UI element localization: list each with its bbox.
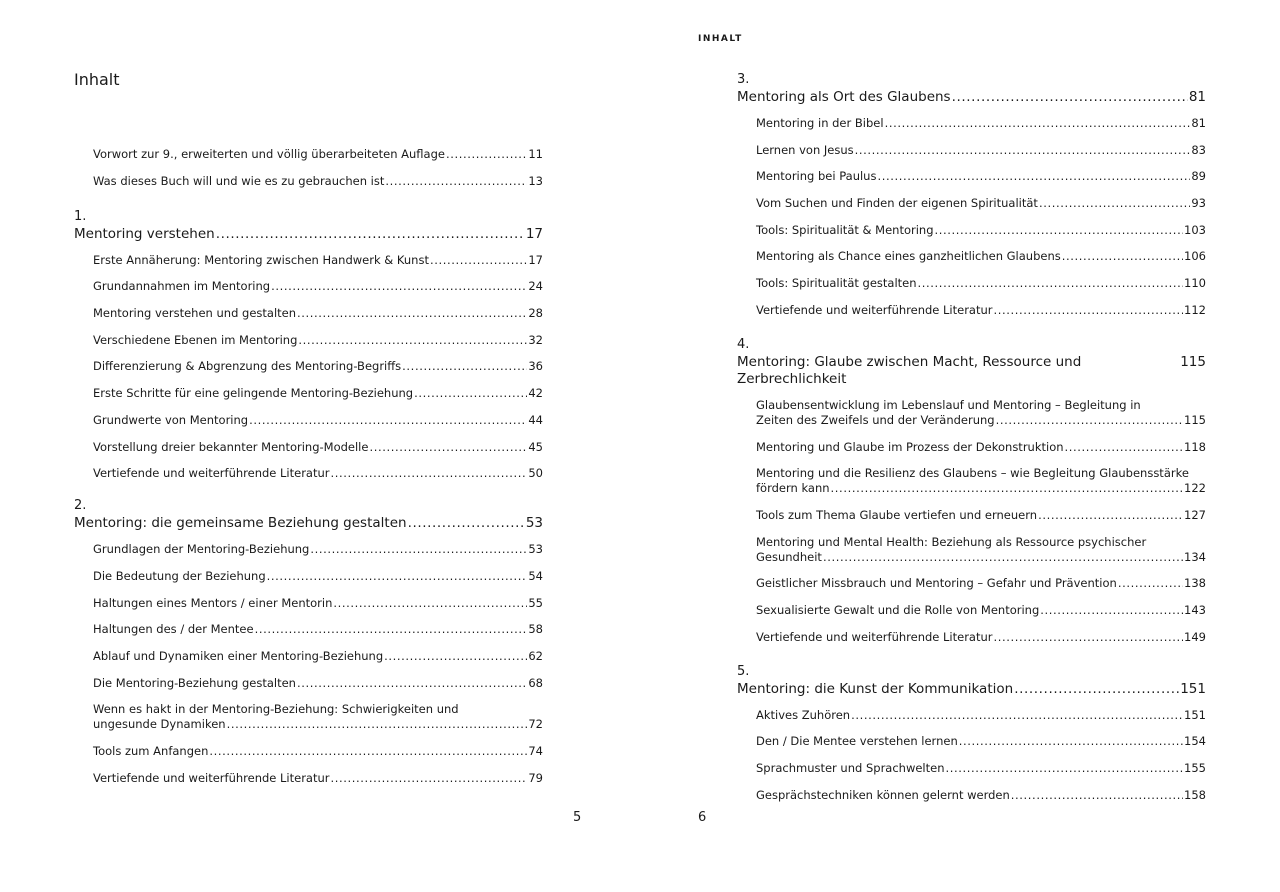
toc-entry: [756, 788, 1206, 803]
toc-entry-title: Tools zum Thema Glaube vertiefen und erneuern: [756, 507, 1038, 522]
toc-entry-line: [756, 788, 1206, 803]
toc-entry-page: 112: [1184, 302, 1206, 317]
toc-entry-title: Die Mentoring-Beziehung gestalten: [93, 675, 296, 690]
toc-entry-line: [93, 440, 543, 455]
toc-entry-line: [756, 196, 1206, 211]
toc-entry-title: Mentoring bei Paulus: [756, 169, 877, 184]
chapter-page: 17: [525, 225, 543, 242]
toc-entry-page: 44: [528, 412, 543, 427]
chapter-heading: [737, 354, 1206, 388]
toc-entry: [93, 702, 543, 732]
toc-entry-title: Den / Die Mentee verstehen lernen: [756, 734, 958, 749]
dot-leader: [946, 761, 1184, 776]
chapter-title: Mentoring verstehen: [74, 225, 215, 242]
toc-entry-page: 110: [1184, 276, 1206, 291]
toc-entry-title: Was dieses Buch will und wie es zu gebrauchen ist: [93, 173, 385, 188]
toc-entry: [93, 676, 543, 691]
toc-entry: [756, 196, 1206, 211]
toc-entry-page: 58: [528, 622, 543, 637]
toc-chapter: [737, 336, 1206, 645]
dot-leader: [446, 147, 527, 162]
chapter-number: 3.: [737, 72, 750, 87]
toc-entry: [93, 466, 543, 481]
toc-entry-title: Grundannahmen im Mentoring: [93, 279, 271, 294]
toc-entry: [93, 744, 543, 759]
toc-entry-line: [93, 744, 543, 759]
toc-entry-line: [756, 481, 1206, 496]
chapter-number: 2.: [74, 498, 87, 514]
dot-leader: [851, 708, 1183, 723]
page-title: Inhalt: [74, 70, 120, 89]
dot-leader: [935, 223, 1184, 238]
toc-entry: [93, 279, 543, 294]
toc-entry: [93, 306, 543, 321]
toc-entry: [756, 576, 1206, 591]
dot-leader: [1039, 196, 1190, 211]
toc-entry-page: 149: [1184, 629, 1206, 644]
toc-entry-line: [756, 116, 1206, 131]
toc-entry-page: 50: [528, 466, 543, 481]
front-matter: [74, 147, 543, 189]
toc-entry: [756, 466, 1206, 496]
toc-entry-page: 11: [528, 147, 543, 161]
dot-leader: [994, 630, 1184, 645]
chapter-page: 115: [1180, 353, 1206, 370]
toc-entry-page: 138: [1184, 576, 1206, 591]
toc-entry: [93, 333, 543, 348]
toc-entry: [756, 143, 1206, 158]
toc-entry-line: [756, 603, 1206, 618]
toc-entry-title: Erste Annäherung: Mentoring zwischen Handwerk & Kunst: [93, 252, 429, 267]
toc-entry: [756, 734, 1206, 749]
toc-entry: [93, 542, 543, 557]
dot-leader: [952, 89, 1188, 106]
dot-leader: [877, 169, 1190, 184]
dot-leader: [1040, 603, 1183, 618]
toc-entry-title: Gesprächstechniken können gelernt werden: [756, 787, 1010, 802]
toc-entry-title: Vertiefende und weiterführende Literatur: [756, 629, 993, 644]
toc-entry-line: [756, 734, 1206, 749]
toc-entry-page: 81: [1191, 116, 1206, 130]
toc-entry-title: ungesunde Dynamiken: [93, 717, 226, 732]
page-number: 5: [573, 810, 582, 825]
toc-entry-line: [756, 466, 1206, 481]
toc-entry-page: 17: [528, 252, 543, 267]
toc-entry: [756, 223, 1206, 238]
toc-entry-line: [93, 279, 543, 294]
toc-entry: [756, 303, 1206, 318]
dot-leader: [885, 116, 1191, 131]
dot-leader: [1065, 440, 1184, 455]
dot-leader: [1014, 681, 1179, 698]
toc-entry-title: Vertiefende und weiterführende Literatur: [756, 302, 993, 317]
chapter-heading: [737, 681, 1206, 698]
dot-leader: [1062, 249, 1183, 264]
toc-entry-title: Erste Schritte für eine gelingende Mentoring-Beziehung: [93, 386, 414, 401]
toc-entry-page: 154: [1184, 734, 1206, 749]
dot-leader: [227, 717, 528, 732]
toc-entry-line: [93, 542, 543, 557]
toc-entry-page: 72: [528, 717, 543, 732]
toc-entry-line: [93, 702, 543, 717]
dot-leader: [996, 413, 1183, 428]
dot-leader: [267, 569, 528, 584]
dot-leader: [297, 676, 527, 691]
toc-chapter: [737, 663, 1206, 803]
toc-entry-title: Zeiten des Zweifels und der Veränderung: [756, 412, 995, 427]
toc-entry-page: 103: [1184, 222, 1206, 237]
toc-entry-title: Gesundheit: [756, 549, 822, 564]
toc-entry-page: 158: [1184, 787, 1206, 802]
chapter-heading: [74, 226, 543, 243]
toc-entry-page: 115: [1184, 412, 1206, 427]
toc-entry-title: Sprachmuster und Sprachwelten: [756, 761, 945, 775]
toc-entry-line: [93, 717, 543, 732]
dot-leader: [298, 333, 527, 348]
toc-entry-line: [756, 708, 1206, 723]
dot-leader: [209, 744, 527, 759]
toc-entry-title: Die Bedeutung der Beziehung: [93, 568, 266, 583]
toc-entry-line: [93, 596, 543, 611]
toc-entry: [93, 622, 543, 637]
toc-entry-page: 89: [1191, 169, 1206, 184]
chapter-page: 53: [525, 515, 543, 532]
dot-leader: [402, 359, 527, 374]
dot-leader: [331, 466, 528, 481]
toc-entry-line: [93, 466, 543, 481]
toc-entry-page: 68: [528, 675, 543, 690]
toc-entry-page: 28: [528, 306, 543, 321]
toc-entry: [93, 649, 543, 664]
toc-entry: [756, 761, 1206, 776]
toc-entry: [756, 630, 1206, 645]
chapter-page: 81: [1188, 89, 1206, 105]
toc-entry-line: [93, 174, 543, 189]
toc-entry-line: [93, 649, 543, 664]
toc-entry-line: [756, 249, 1206, 264]
toc-chapter: [74, 208, 543, 482]
toc-left: [74, 147, 543, 786]
dot-leader: [855, 143, 1191, 158]
toc-entry-line: [93, 253, 543, 268]
toc-entry-title: Vertiefende und weiterführende Literatur: [93, 466, 330, 481]
toc-entry: [756, 603, 1206, 618]
chapter-page: 151: [1180, 680, 1206, 697]
toc-entry-title: Geistlicher Missbrauch und Mentoring – Gefahr und Prävention: [756, 576, 1117, 591]
toc-entry-title: fördern kann: [756, 481, 830, 496]
chapter-title: Mentoring: Glaube zwischen Macht, Ressource und Zerbrechlichkeit: [737, 353, 1082, 387]
toc-entry: [756, 535, 1206, 565]
toc-entry-line: [93, 622, 543, 637]
toc-entry-title: Mentoring als Chance eines ganzheitlichen Glaubens: [756, 249, 1061, 264]
toc-entry: [756, 508, 1206, 523]
toc-entry-title: Mentoring und Mental Health: Beziehung als Ressource psychischer: [756, 534, 1147, 549]
toc-entry-line: [756, 303, 1206, 318]
toc-entry-page: 42: [528, 386, 543, 401]
dot-leader: [331, 771, 528, 786]
toc-entry-line: [756, 630, 1206, 645]
toc-entry-line: [756, 761, 1206, 776]
toc-entry-title: Mentoring in der Bibel: [756, 116, 884, 130]
toc-entry-line: [93, 306, 543, 321]
toc-entry-line: [756, 550, 1206, 565]
toc-entry-page: 13: [528, 173, 543, 188]
toc-entry-title: Lernen von Jesus: [756, 142, 854, 157]
toc-entry-title: Vorstellung dreier bekannter Mentoring-Modelle: [93, 439, 369, 454]
toc-entry: [93, 359, 543, 374]
toc-entry-title: Mentoring und Glaube im Prozess der Dekonstruktion: [756, 439, 1064, 454]
chapter-heading: [74, 515, 543, 532]
dot-leader: [994, 303, 1184, 318]
toc-entry-page: 32: [528, 332, 543, 347]
toc-entry-title: Ablauf und Dynamiken einer Mentoring-Beziehung: [93, 648, 384, 663]
toc-entry-page: 45: [528, 439, 543, 454]
toc-entry-page: 79: [528, 770, 543, 785]
toc-entry: [93, 386, 543, 401]
right-page: [640, 0, 1280, 892]
toc-entry-page: 54: [528, 568, 543, 583]
toc-entry-line: [756, 276, 1206, 291]
toc-entry-line: [756, 223, 1206, 238]
toc-entry-line: [93, 413, 543, 428]
toc-entry-page: 127: [1184, 507, 1206, 522]
chapter-number: 1.: [74, 208, 87, 224]
toc-chapter: [74, 497, 543, 786]
dot-leader: [255, 622, 528, 637]
toc-entry-line: [93, 771, 543, 786]
toc-entry: [756, 169, 1206, 184]
dot-leader: [1038, 508, 1183, 523]
dot-leader: [959, 734, 1183, 749]
dot-leader: [384, 649, 527, 664]
toc-entry-title: Sexualisierte Gewalt und die Rolle von Mentoring: [756, 602, 1040, 617]
toc-entry-line: [93, 359, 543, 374]
dot-leader: [249, 413, 527, 428]
dot-leader: [385, 174, 527, 189]
toc-entry-line: [93, 386, 543, 401]
toc-entry: [93, 440, 543, 455]
toc-entry-line: [756, 508, 1206, 523]
page-number: 6: [698, 810, 707, 825]
toc-entry-line: [756, 440, 1206, 455]
dot-leader: [408, 515, 525, 532]
toc-entry-page: 143: [1184, 602, 1206, 617]
toc-entry-page: 74: [528, 744, 543, 758]
toc-entry-title: Tools zum Anfangen: [93, 744, 209, 758]
toc-entry-line: [93, 333, 543, 348]
toc-entry: [93, 771, 543, 786]
toc-entry-page: 122: [1184, 481, 1206, 496]
chapter-heading: [737, 89, 1206, 106]
chapter-title: Mentoring: die Kunst der Kommunikation: [737, 680, 1014, 697]
toc-entry-page: 24: [528, 279, 543, 294]
dot-leader: [216, 226, 525, 243]
toc-entry-page: 134: [1184, 549, 1206, 564]
toc-entry-page: 36: [528, 359, 543, 374]
toc-entry: [93, 596, 543, 611]
toc-entry-title: Grundwerte von Mentoring: [93, 412, 249, 427]
dot-leader: [369, 440, 527, 455]
toc-entry-page: 55: [528, 595, 543, 610]
toc-entry-title: Mentoring verstehen und gestalten: [93, 306, 297, 321]
toc-entry-line: [756, 535, 1206, 550]
dot-leader: [310, 542, 527, 557]
toc-entry-title: Vertiefende und weiterführende Literatur: [93, 770, 330, 785]
dot-leader: [271, 279, 527, 294]
running-head: INHALT: [698, 34, 743, 44]
chapter-number: 4.: [737, 336, 750, 352]
toc-entry: [93, 569, 543, 584]
toc-entry-line: [756, 398, 1206, 413]
dot-leader: [333, 596, 527, 611]
toc-chapter: [737, 71, 1206, 318]
toc-entry-page: 155: [1184, 761, 1206, 775]
toc-entry: [756, 276, 1206, 291]
chapter-title: Mentoring: die gemeinsame Beziehung gestalten: [74, 515, 407, 532]
toc-entry-page: 106: [1184, 249, 1206, 264]
dot-leader: [414, 386, 527, 401]
toc-entry-line: [93, 569, 543, 584]
toc-entry-page: 118: [1184, 439, 1206, 454]
toc-entry-title: Mentoring und die Resilienz des Glaubens – wie Begleitung Glaubensstärke: [756, 466, 1189, 481]
toc-entry: [756, 708, 1206, 723]
toc-entry-page: 62: [528, 648, 543, 663]
toc-entry-title: Verschiedene Ebenen im Mentoring: [93, 332, 298, 347]
toc-entry-title: Haltungen eines Mentors / einer Mentorin: [93, 595, 333, 610]
toc-entry-title: Haltungen des / der Mentee: [93, 622, 254, 637]
toc-entry: [93, 174, 543, 189]
toc-entry: [756, 249, 1206, 264]
toc-entry-page: 53: [528, 542, 543, 557]
toc-entry-title: Tools: Spiritualität & Mentoring: [756, 222, 934, 237]
toc-entry-title: Wenn es hakt in der Mentoring-Beziehung: Schwierigkeiten und: [93, 702, 459, 717]
toc-entry-line: [93, 147, 543, 162]
dot-leader: [297, 306, 527, 321]
toc-entry-title: Aktives Zuhören: [756, 707, 851, 722]
toc-entry-line: [756, 143, 1206, 158]
toc-right: [737, 71, 1206, 803]
toc-entry-title: Differenzierung & Abgrenzung des Mentoring-Begriffs: [93, 359, 402, 374]
toc-entry: [93, 147, 543, 162]
toc-entry-line: [93, 676, 543, 691]
toc-entry-title: Grundlagen der Mentoring-Beziehung: [93, 542, 310, 557]
toc-entry-line: [756, 576, 1206, 591]
toc-entry-page: 151: [1184, 707, 1206, 722]
toc-entry: [756, 398, 1206, 428]
toc-entry-title: Tools: Spiritualität gestalten: [756, 276, 917, 291]
toc-entry-line: [756, 413, 1206, 428]
dot-leader: [1118, 576, 1183, 591]
dot-leader: [1011, 788, 1183, 803]
toc-entry: [93, 413, 543, 428]
toc-entry: [756, 116, 1206, 131]
toc-entry-title: Vom Suchen und Finden der eigenen Spiritualität: [756, 196, 1038, 211]
dot-leader: [430, 253, 527, 268]
toc-entry-title: Glaubensentwicklung im Lebenslauf und Mentoring – Begleitung in: [756, 397, 1141, 412]
dot-leader: [831, 481, 1184, 496]
toc-entry-line: [756, 169, 1206, 184]
toc-entry: [93, 253, 543, 268]
chapter-title: Mentoring als Ort des Glaubens: [737, 89, 951, 105]
toc-entry-page: 83: [1191, 142, 1206, 157]
toc-entry-page: 93: [1191, 196, 1206, 211]
toc-entry-title: Vorwort zur 9., erweiterten und völlig überarbeiteten Auflage: [93, 147, 445, 161]
dot-leader: [918, 276, 1184, 291]
chapter-number: 5.: [737, 663, 750, 679]
toc-entry: [756, 440, 1206, 455]
dot-leader: [823, 550, 1183, 565]
